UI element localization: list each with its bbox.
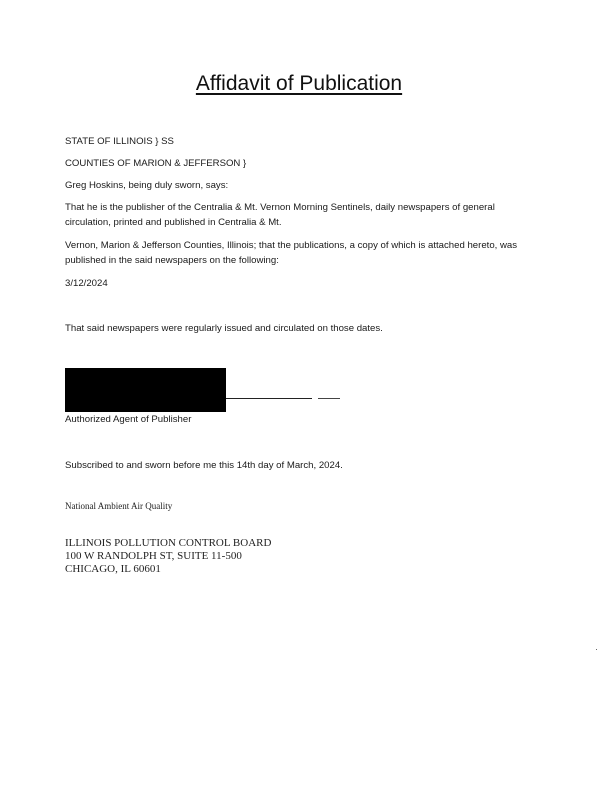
address-name: ILLINOIS POLLUTION CONTROL BOARD bbox=[65, 537, 272, 549]
subscribed-statement: Subscribed to and sworn before me this 14th day of March, 2024. bbox=[65, 460, 343, 471]
publications-paragraph: Vernon, Marion & Jefferson Counties, Illinois; that the publications, a copy of which is attached hereto, was published in the said newspapers on the following: bbox=[65, 240, 518, 266]
signature-line-extension bbox=[318, 398, 340, 399]
scan-speck bbox=[596, 649, 597, 650]
publication-date: 3/12/2024 bbox=[65, 278, 108, 289]
state-line: STATE OF ILLINOIS } SS bbox=[65, 136, 174, 147]
signature-line bbox=[226, 398, 312, 399]
counties-line: COUNTIES OF MARION & JEFFERSON } bbox=[65, 158, 247, 169]
page-title: Affidavit of Publication bbox=[195, 72, 403, 95]
address-street: 100 W RANDOLPH ST, SUITE 11-500 bbox=[65, 550, 242, 562]
signature-caption: Authorized Agent of Publisher bbox=[65, 414, 192, 425]
address-city: CHICAGO, IL 60601 bbox=[65, 563, 161, 575]
sworn-statement: Greg Hoskins, being duly sworn, says: bbox=[65, 180, 229, 191]
notice-title: National Ambient Air Quality bbox=[65, 501, 173, 511]
redacted-signature bbox=[65, 368, 226, 412]
publisher-paragraph: That he is the publisher of the Centralia & Mt. Vernon Morning Sentinels, daily newspapers of general circulation, printed and published in Centralia & Mt. bbox=[65, 202, 495, 228]
circulation-statement: That said newspapers were regularly issued and circulated on those dates. bbox=[65, 323, 383, 334]
